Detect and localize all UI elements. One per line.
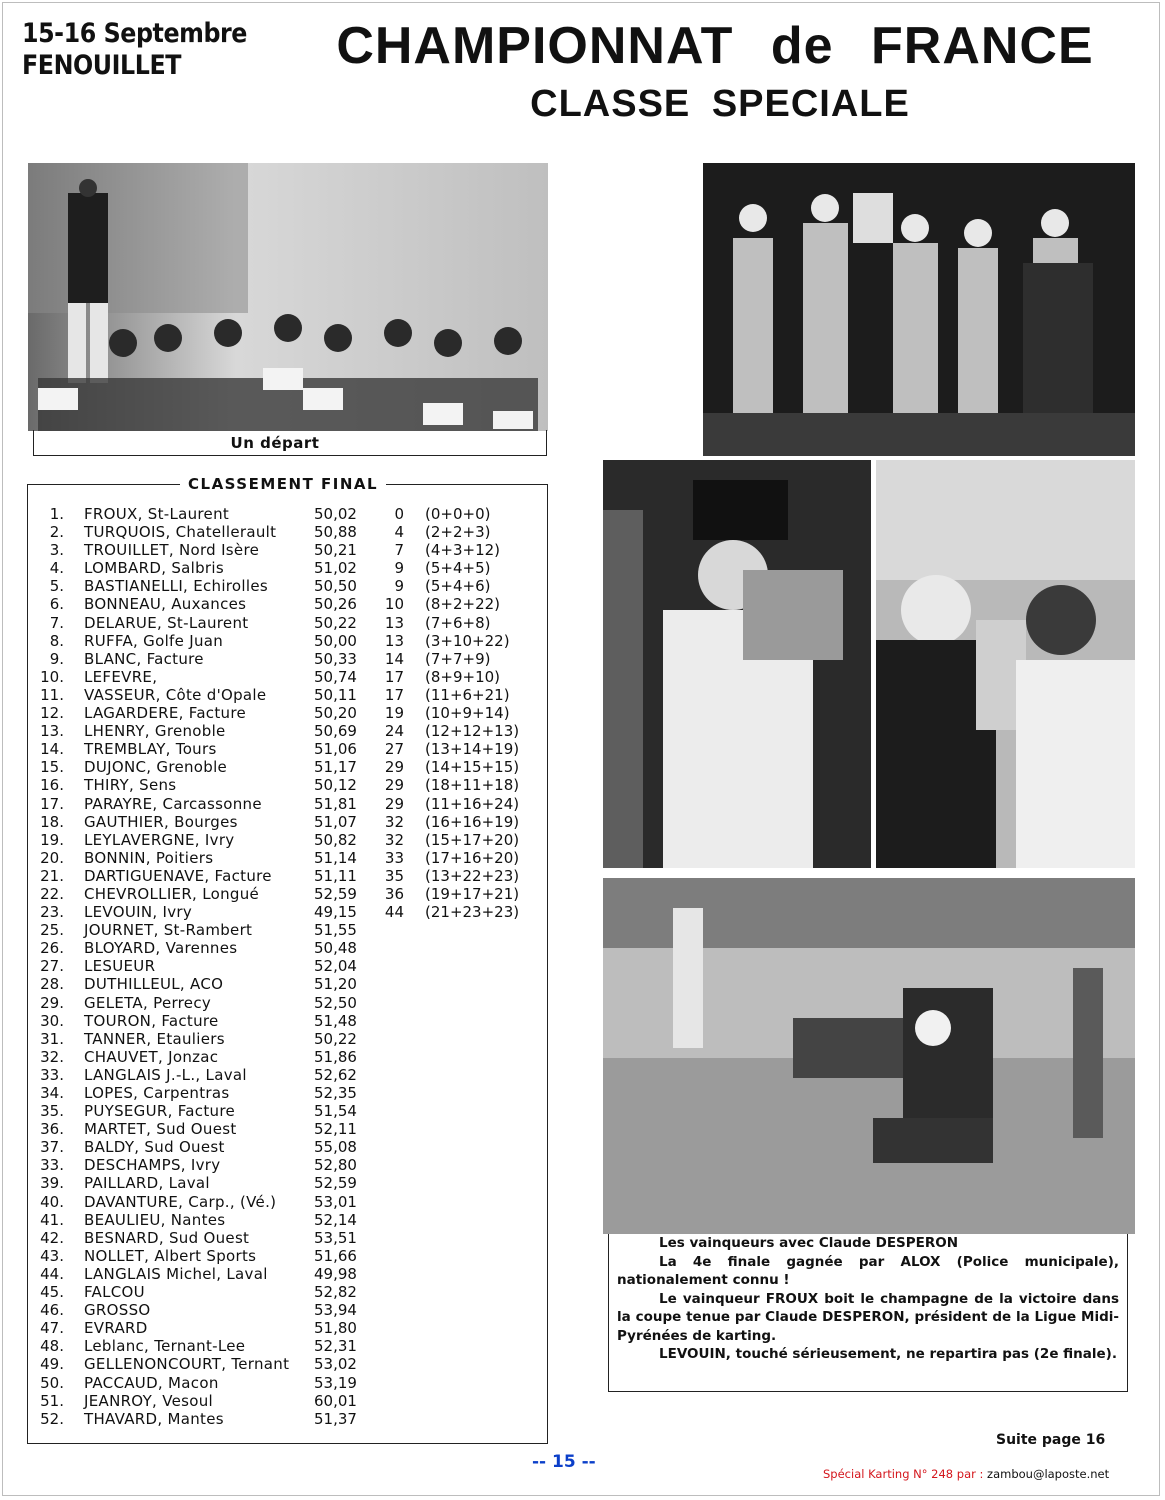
table-row: [40, 831, 545, 849]
rank-cell: 4.: [49, 559, 64, 578]
results-title: CLASSEMENT FINAL: [180, 475, 386, 493]
table-row: [40, 1265, 545, 1283]
table-row: [40, 994, 545, 1012]
time-cell: 50,02: [314, 505, 357, 523]
rank-cell: 9.: [49, 649, 64, 668]
time-cell: 51,48: [314, 1011, 357, 1030]
name-cell: LANGLAIS J.-L., Laval: [84, 1065, 247, 1084]
points-cell: 17: [384, 667, 404, 686]
name-cell: BLANC, Facture: [84, 649, 204, 668]
rank-cell: 40.: [40, 1192, 64, 1211]
rank-cell: 41.: [40, 1210, 64, 1229]
name-cell: FROUX, St-Laurent: [84, 505, 230, 523]
crash-image: [603, 878, 1135, 1234]
time-cell: 51,55: [314, 921, 357, 940]
table-row: [40, 1193, 545, 1211]
table-row: [40, 1301, 545, 1319]
points-cell: 14: [384, 649, 404, 668]
points-cell: 9: [394, 559, 404, 578]
table-row: [40, 505, 545, 523]
time-cell: 51,86: [314, 1047, 357, 1066]
rank-cell: 49.: [40, 1355, 64, 1374]
rank-cell: 31.: [40, 1029, 64, 1048]
table-row: [40, 1319, 545, 1337]
rank-cell: 34.: [40, 1084, 64, 1102]
rank-cell: 7.: [49, 613, 64, 632]
rank-cell: 8.: [49, 631, 64, 650]
detail-cell: (8+9+10): [425, 667, 501, 686]
event-date: 15-16 Septembre: [22, 18, 247, 49]
legend-paragraph: Le vainqueur FROUX boit le champagne de la victoire dans la coupe tenue par Claude DESPERON, président de la Ligue Midi-Pyrénées de karting.: [617, 1290, 1119, 1344]
time-cell: 51,37: [314, 1409, 357, 1428]
table-row: [40, 1102, 545, 1120]
table-row: [40, 867, 545, 885]
detail-cell: (8+2+22): [425, 595, 501, 614]
table-row: [40, 1355, 545, 1373]
detail-cell: (21+23+23): [425, 903, 520, 922]
name-cell: LOPES, Carpentras: [84, 1084, 230, 1102]
points-cell: 13: [384, 631, 404, 650]
name-cell: DELARUE, St-Laurent: [84, 613, 249, 632]
table-row: [40, 1048, 545, 1066]
points-cell: 0: [394, 505, 404, 523]
race-start-caption-box: [33, 430, 547, 456]
name-cell: GELETA, Perrecy: [84, 993, 212, 1012]
name-cell: TREMBLAY, Tours: [84, 740, 217, 759]
name-cell: TOURON, Facture: [84, 1011, 219, 1030]
table-row: [40, 1012, 545, 1030]
name-cell: GROSSO: [84, 1301, 151, 1320]
rank-cell: 27.: [40, 957, 64, 976]
name-cell: LESUEUR: [84, 957, 156, 976]
rank-cell: 19.: [40, 830, 64, 849]
name-cell: FALCOU: [84, 1283, 145, 1302]
name-cell: DUJONC, Grenoble: [84, 758, 228, 777]
time-cell: 50,74: [314, 667, 357, 686]
time-cell: 50,33: [314, 649, 357, 668]
time-cell: 52,82: [314, 1283, 357, 1302]
detail-cell: (5+4+6): [425, 577, 491, 596]
time-cell: 53,01: [314, 1192, 357, 1211]
table-row: [40, 921, 545, 939]
table-row: [40, 668, 545, 686]
name-cell: BESNARD, Sud Ouest: [84, 1228, 250, 1247]
name-cell: CHEVROLLIER, Longué: [84, 884, 260, 903]
time-cell: 53,94: [314, 1301, 357, 1320]
rank-cell: 6.: [49, 595, 64, 614]
time-cell: 51,02: [314, 559, 357, 578]
table-row: [40, 559, 545, 577]
table-row: [40, 595, 545, 613]
rank-cell: 10.: [40, 667, 64, 686]
name-cell: TROUILLET, Nord Isère: [84, 541, 260, 560]
rank-cell: 16.: [40, 776, 64, 795]
points-cell: 29: [384, 776, 404, 795]
rank-cell: 15.: [40, 758, 64, 777]
name-cell: DESCHAMPS, Ivry: [84, 1156, 221, 1175]
detail-cell: (14+15+15): [425, 758, 520, 777]
table-row: [40, 849, 545, 867]
table-row: [40, 1247, 545, 1265]
name-cell: LAGARDERE, Facture: [84, 704, 247, 723]
table-row: [40, 577, 545, 595]
detail-cell: (0+0+0): [425, 505, 491, 523]
table-row: [40, 614, 545, 632]
name-cell: DARTIGUENAVE, Facture: [84, 866, 272, 885]
time-cell: 49,98: [314, 1264, 357, 1283]
points-cell: 44: [384, 903, 404, 922]
rank-cell: 26.: [40, 939, 64, 958]
name-cell: MARTET, Sud Ouest: [84, 1120, 237, 1139]
points-cell: 7: [394, 541, 404, 560]
rank-cell: 23.: [40, 903, 64, 922]
table-row: [40, 1174, 545, 1192]
photo-race-start: [28, 163, 548, 431]
photo-podium: [703, 163, 1135, 456]
table-row: [40, 1084, 545, 1102]
time-cell: 53,02: [314, 1355, 357, 1374]
time-cell: 51,20: [314, 975, 357, 994]
time-cell: 50,82: [314, 830, 357, 849]
credit-line: [823, 1467, 1109, 1481]
name-cell: GELLENONCOURT, Ternant: [84, 1355, 290, 1374]
name-cell: VASSEUR, Côte d'Opale: [84, 685, 267, 704]
time-cell: 50,69: [314, 722, 357, 741]
name-cell: PARAYRE, Carcassonne: [84, 794, 262, 813]
time-cell: 50,50: [314, 577, 357, 596]
champagne-image: [603, 460, 871, 868]
rank-cell: 14.: [40, 740, 64, 759]
results-table: [40, 505, 545, 1428]
name-cell: PACCAUD, Macon: [84, 1373, 219, 1392]
name-cell: BASTIANELLI, Echirolles: [84, 577, 268, 596]
name-cell: BEAULIEU, Nantes: [84, 1210, 226, 1229]
points-cell: 33: [384, 848, 404, 867]
points-cell: 13: [384, 613, 404, 632]
credit-email: zambou@laposte.net: [987, 1467, 1110, 1481]
rank-cell: 29.: [40, 993, 64, 1012]
time-cell: 52,80: [314, 1156, 357, 1175]
time-cell: 50,11: [314, 685, 357, 704]
points-cell: 36: [384, 884, 404, 903]
rank-cell: 22.: [40, 884, 64, 903]
photo-legend: [608, 1234, 1128, 1392]
detail-cell: (18+11+18): [425, 776, 520, 795]
detail-cell: (16+16+19): [425, 812, 520, 831]
points-cell: 27: [384, 740, 404, 759]
table-row: [40, 1410, 545, 1428]
table-row: [40, 1392, 545, 1410]
points-cell: 19: [384, 704, 404, 723]
points-cell: 10: [384, 595, 404, 614]
detail-cell: (12+12+13): [425, 722, 520, 741]
rank-cell: 45.: [40, 1283, 64, 1302]
photo-champagne: [603, 460, 871, 868]
table-row: [40, 541, 545, 559]
photo-crash: [603, 878, 1135, 1234]
points-cell: 35: [384, 866, 404, 885]
time-cell: 51,17: [314, 758, 357, 777]
table-row: [40, 523, 545, 541]
name-cell: BLOYARD, Varennes: [84, 939, 238, 958]
table-row: [40, 903, 545, 921]
cup-image: [876, 460, 1135, 868]
name-cell: DAVANTURE, Carp., (Vé.): [84, 1192, 277, 1211]
table-row: [40, 1229, 545, 1247]
points-cell: 32: [384, 830, 404, 849]
detail-cell: (7+7+9): [425, 649, 491, 668]
name-cell: TANNER, Etauliers: [84, 1029, 225, 1048]
rank-cell: 1.: [49, 505, 64, 523]
rank-cell: 18.: [40, 812, 64, 831]
points-cell: 4: [394, 523, 404, 542]
time-cell: 50,22: [314, 1029, 357, 1048]
detail-cell: (11+16+24): [425, 794, 520, 813]
name-cell: PUYSEGUR, Facture: [84, 1102, 235, 1121]
time-cell: 52,04: [314, 957, 357, 976]
table-row: [40, 704, 545, 722]
name-cell: JEANROY, Vesoul: [84, 1391, 213, 1410]
time-cell: 50,00: [314, 631, 357, 650]
time-cell: 50,12: [314, 776, 357, 795]
time-cell: 53,19: [314, 1373, 357, 1392]
page-number: -- 15 --: [532, 1452, 596, 1472]
time-cell: 49,15: [314, 903, 357, 922]
time-cell: 51,11: [314, 866, 357, 885]
points-cell: 29: [384, 794, 404, 813]
race-start-image: [28, 163, 548, 431]
rank-cell: 11.: [40, 685, 64, 704]
name-cell: TURQUOIS, Chatellerault: [84, 523, 277, 542]
credit-prefix: Spécial Karting N° 248 par :: [823, 1467, 984, 1481]
rank-cell: 32.: [40, 1047, 64, 1066]
time-cell: 50,88: [314, 523, 357, 542]
table-row: [40, 975, 545, 993]
rank-cell: 28.: [40, 975, 64, 994]
detail-cell: (19+17+21): [425, 884, 520, 903]
rank-cell: 52.: [40, 1409, 64, 1428]
table-row: [40, 650, 545, 668]
detail-cell: (13+22+23): [425, 866, 520, 885]
name-cell: LEYLAVERGNE, Ivry: [84, 830, 235, 849]
time-cell: 53,51: [314, 1228, 357, 1247]
table-row: [40, 1138, 545, 1156]
table-row: [40, 939, 545, 957]
name-cell: BONNIN, Poitiers: [84, 848, 214, 867]
rank-cell: 47.: [40, 1319, 64, 1338]
race-start-caption: Un départ: [230, 434, 320, 452]
rank-cell: 39.: [40, 1174, 64, 1193]
name-cell: LHENRY, Grenoble: [84, 722, 226, 741]
table-row: [40, 957, 545, 975]
table-row: [40, 1374, 545, 1392]
podium-image: [703, 163, 1135, 456]
rank-cell: 21.: [40, 866, 64, 885]
table-row: [40, 632, 545, 650]
rank-cell: 42.: [40, 1228, 64, 1247]
photo-cup: [876, 460, 1135, 868]
rank-cell: 33.: [40, 1156, 64, 1175]
rank-cell: 20.: [40, 848, 64, 867]
detail-cell: (15+17+20): [425, 830, 520, 849]
rank-cell: 17.: [40, 794, 64, 813]
time-cell: 52,62: [314, 1065, 357, 1084]
name-cell: LEFEVRE,: [84, 667, 158, 686]
event-place: FENOUILLET: [22, 50, 182, 81]
name-cell: EVRARD: [84, 1319, 148, 1338]
rank-cell: 44.: [40, 1264, 64, 1283]
rank-cell: 35.: [40, 1102, 64, 1121]
time-cell: 55,08: [314, 1138, 357, 1157]
time-cell: 51,06: [314, 740, 357, 759]
rank-cell: 30.: [40, 1011, 64, 1030]
legend-paragraph: La 4e finale gagnée par ALOX (Police municipale), nationalement connu !: [617, 1253, 1119, 1288]
points-cell: 24: [384, 722, 404, 741]
name-cell: BONNEAU, Auxances: [84, 595, 247, 614]
points-cell: 17: [384, 685, 404, 704]
time-cell: 50,22: [314, 613, 357, 632]
table-row: [40, 1066, 545, 1084]
rank-cell: 51.: [40, 1391, 64, 1410]
points-cell: 29: [384, 758, 404, 777]
table-row: [40, 776, 545, 794]
detail-cell: (10+9+14): [425, 704, 510, 723]
name-cell: NOLLET, Albert Sports: [84, 1246, 257, 1265]
table-row: [40, 1120, 545, 1138]
detail-cell: (4+3+12): [425, 541, 501, 560]
name-cell: THIRY, Sens: [84, 776, 177, 795]
rank-cell: 36.: [40, 1120, 64, 1139]
time-cell: 50,20: [314, 704, 357, 723]
rank-cell: 5.: [49, 577, 64, 596]
detail-cell: (7+6+8): [425, 613, 491, 632]
time-cell: 51,07: [314, 812, 357, 831]
name-cell: DUTHILLEUL, ACO: [84, 975, 224, 994]
time-cell: 51,80: [314, 1319, 357, 1338]
points-cell: 9: [394, 577, 404, 596]
name-cell: RUFFA, Golfe Juan: [84, 631, 224, 650]
time-cell: 51,81: [314, 794, 357, 813]
name-cell: THAVARD, Mantes: [84, 1409, 224, 1428]
time-cell: 52,50: [314, 993, 357, 1012]
time-cell: 52,59: [314, 1174, 357, 1193]
table-row: [40, 1156, 545, 1174]
time-cell: 52,31: [314, 1337, 357, 1356]
name-cell: LANGLAIS Michel, Laval: [84, 1264, 268, 1283]
rank-cell: 43.: [40, 1246, 64, 1265]
continued-note: Suite page 16: [996, 1432, 1106, 1448]
legend-paragraph: LEVOUIN, touché sérieusement, ne repartira pas (2e finale).: [659, 1346, 1117, 1362]
table-row: [40, 1283, 545, 1301]
name-cell: JOURNET, St-Rambert: [84, 921, 253, 940]
rank-cell: 48.: [40, 1337, 64, 1356]
detail-cell: (11+6+21): [425, 685, 510, 704]
detail-cell: (2+2+3): [425, 523, 491, 542]
rank-cell: 46.: [40, 1301, 64, 1320]
event-date-place: [22, 18, 247, 82]
rank-cell: 2.: [49, 523, 64, 542]
page-subtitle: CLASSE SPECIALE: [530, 83, 910, 125]
table-row: [40, 813, 545, 831]
table-row: [40, 885, 545, 903]
time-cell: 60,01: [314, 1391, 357, 1410]
time-cell: 52,11: [314, 1120, 357, 1139]
name-cell: LEVOUIN, Ivry: [84, 903, 193, 922]
table-row: [40, 1211, 545, 1229]
rank-cell: 3.: [49, 541, 64, 560]
time-cell: 52,35: [314, 1084, 357, 1102]
time-cell: 51,14: [314, 848, 357, 867]
time-cell: 51,54: [314, 1102, 357, 1121]
rank-cell: 13.: [40, 722, 64, 741]
table-row: [40, 722, 545, 740]
legend-paragraph: Les vainqueurs avec Claude DESPERON: [659, 1235, 959, 1251]
rank-cell: 50.: [40, 1373, 64, 1392]
name-cell: PAILLARD, Laval: [84, 1174, 210, 1193]
time-cell: 50,21: [314, 541, 357, 560]
detail-cell: (3+10+22): [425, 631, 510, 650]
rank-cell: 33.: [40, 1065, 64, 1084]
time-cell: 52,14: [314, 1210, 357, 1229]
detail-cell: (17+16+20): [425, 848, 520, 867]
time-cell: 52,59: [314, 884, 357, 903]
detail-cell: (5+4+5): [425, 559, 491, 578]
points-cell: 32: [384, 812, 404, 831]
table-row: [40, 795, 545, 813]
time-cell: 50,26: [314, 595, 357, 614]
name-cell: BALDY, Sud Ouest: [84, 1138, 225, 1157]
time-cell: 50,48: [314, 939, 357, 958]
table-row: [40, 1030, 545, 1048]
rank-cell: 25.: [40, 921, 64, 940]
name-cell: CHAUVET, Jonzac: [84, 1047, 219, 1066]
table-row: [40, 758, 545, 776]
time-cell: 51,66: [314, 1246, 357, 1265]
name-cell: Leblanc, Ternant-Lee: [84, 1337, 246, 1356]
detail-cell: (13+14+19): [425, 740, 520, 759]
page-title: CHAMPIONNAT de FRANCE: [336, 17, 1094, 75]
rank-cell: 12.: [40, 704, 64, 723]
name-cell: GAUTHIER, Bourges: [84, 812, 238, 831]
table-row: [40, 740, 545, 758]
table-row: [40, 686, 545, 704]
rank-cell: 37.: [40, 1138, 64, 1157]
name-cell: LOMBARD, Salbris: [84, 559, 224, 578]
table-row: [40, 1337, 545, 1355]
